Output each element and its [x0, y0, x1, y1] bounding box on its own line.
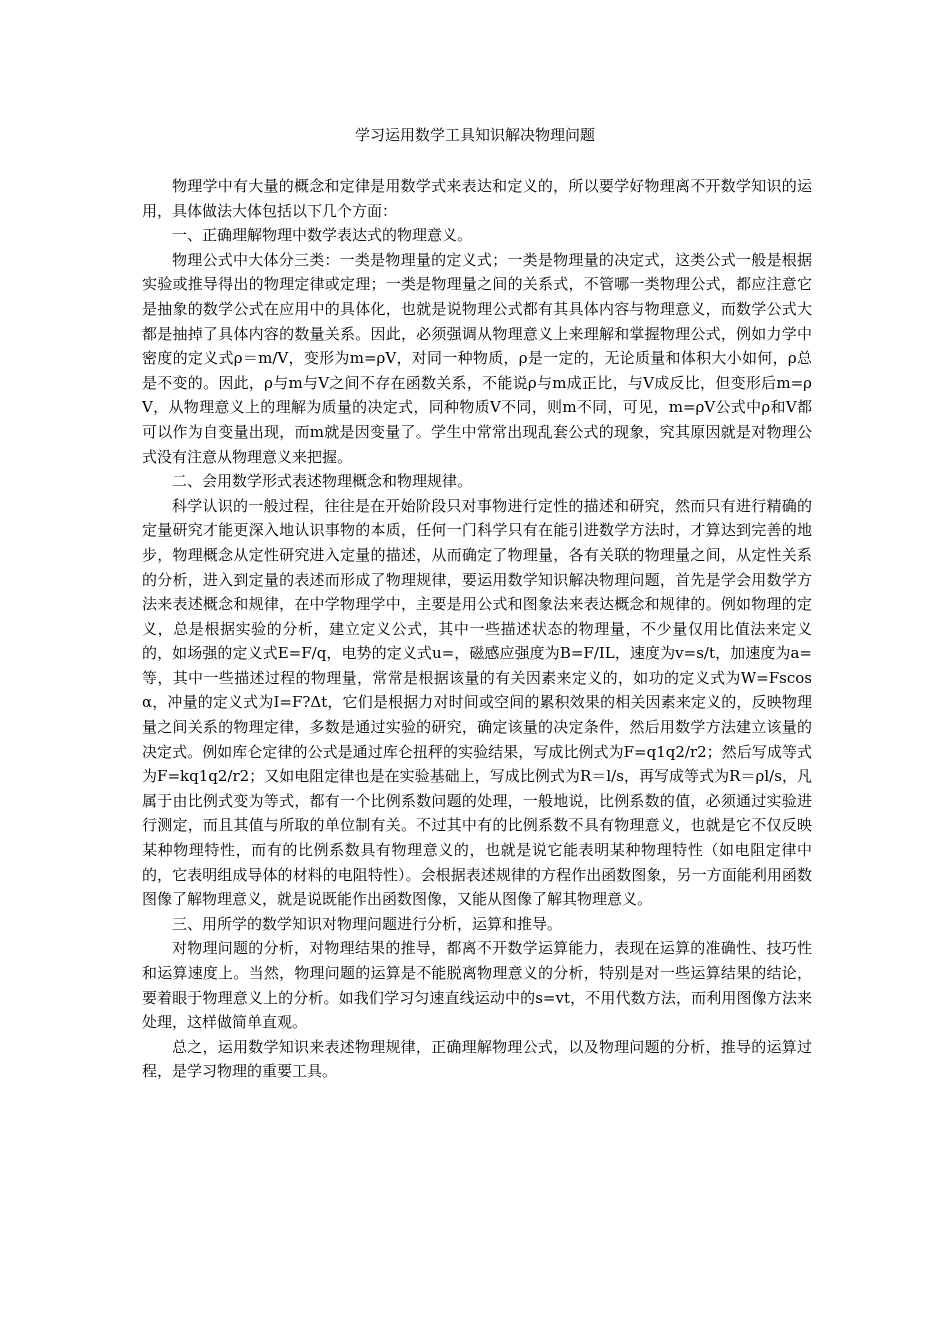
section-1-paragraph: 物理公式中大体分三类：一类是物理量的定义式；一类是物理量的决定式，这类公式一般是根据实验或推导得出的物理定律或定理；一类是物理量之间的关系式，不管哪一类物理公式，都应注意它是抽象的数学公式在应用中的具体化，也就是说物理公式都有其具体内容与物理意义，而数学公式大都是抽掉了具体内容的数量关系。因此，必须强调从物理意义上来理解和掌握物理公式，例如力学中密度的定义式ρ＝m/V，变形为m=ρV，对同一种物质，ρ是一定的，无论质量和体积大小如何，ρ总是不变的。因此，ρ与m与V之间不存在函数关系，不能说ρ与m成正比，与V成反比，但变形后m=ρV，从物理意义上的理解为质量的决定式，同种物质V不同，则m不同，可见，m=ρV公式中ρ和V都可以作为自变量出现，而m就是因变量了。学生中常常出现乱套公式的现象，究其原因就是对物理公式没有注意从物理意义来把握。	[142, 250, 812, 466]
section-heading-3: 三、用所学的数学知识对物理问题进行分析，运算和推导。	[172, 914, 563, 933]
section-3-paragraph: 对物理问题的分析，对物理结果的推导，都离不开数学运算能力，表现在运算的准确性、技巧性和运算速度上。当然，物理问题的运算是不能脱离物理意义的分析，特别是对一些运算结果的结论，要着眼于物理意义上的分析。如我们学习匀速直线运动中的s=vt，不用代数方法，而利用图像方法来处理，这样做简单直观。	[142, 939, 812, 1032]
conclusion-paragraph: 总之，运用数学知识来表述物理规律，正确理解物理公式，以及物理问题的分析，推导的运算过程，是学习物理的重要工具。	[142, 1037, 812, 1081]
section-heading-1: 一、正确理解物理中数学表达式的物理意义。	[172, 226, 473, 245]
section-2-paragraph: 科学认识的一般过程，往往是在开始阶段只对事物进行定性的描述和研究，然而只有进行精确的定量研究才能更深入地认识事物的本质，任何一门科学只有在能引进数学方法时，才算达到完善的地步，物理概念从定性研究进入定量的描述，从而确定了物理量，各有关联的物理量之间，从定性关系的分析，进入到定量的表述而形成了物理规律，要运用数学知识解决物理问题，首先是学会用数学方法来表述概念和规律，在中学物理学中，主要是用公式和图象法来表达概念和规律的。例如物理的定义，总是根据实验的分析，建立定义公式，其中一些描述状态的物理量，不少量仅用比值法来定义的，如场强的定义式E=F/q，电势的定义式u=，磁感应强度为B=F/IL，速度为v=s/t，加速度为a=等，其中一些描述过程的物理量，常常是根据该量的有关因素来定义的，如功的定义式为W=Fscosα，冲量的定义式为I=F?Δt，它们是根据力对时间或空间的累积效果的相关因素来定义的，反映物理量之间关系的物理定律，多数是通过实验的研究，确定该量的决定条件，然后用数学方法建立该量的决定式。例如库仑定律的公式是通过库仑扭秤的实验结果，写成比例式为F=q1q2/r2；然后写成等式为F=kq1q2/r2；又如电阻定律也是在实验基础上，写成比例式为R＝l/s，再写成等式为R＝ρl/s，凡属于由比例式变为等式，都有一个比例系数问题的处理，一般地说，比例系数的值，必须通过实验进行测定，而且其值与所取的单位制有关。不过其中有的比例系数不具有物理意义，也就是它不仅反映某种物理特性，而有的比例系数具有物理意义的，也就是说它能表明某种物理特性（如电阻定律中的，它表明组成导体的材料的电阻特性）。会根据表述规律的方程作出函数图象，另一方面能利用函数图像了解物理意义，就是说既能作出函数图像，又能从图像了解其物理意义。	[142, 496, 812, 909]
document-title: 学习运用数学工具知识解决物理问题	[354, 126, 595, 144]
intro-paragraph: 物理学中有大量的概念和定律是用数学式来表达和定义的，所以要学好物理离不开数学知识的运用，具体做法大体包括以下几个方面：	[142, 177, 812, 220]
document-body	[142, 174, 812, 1084]
section-heading-2: 二、会用数学形式表述物理概念和物理规律。	[172, 472, 473, 491]
